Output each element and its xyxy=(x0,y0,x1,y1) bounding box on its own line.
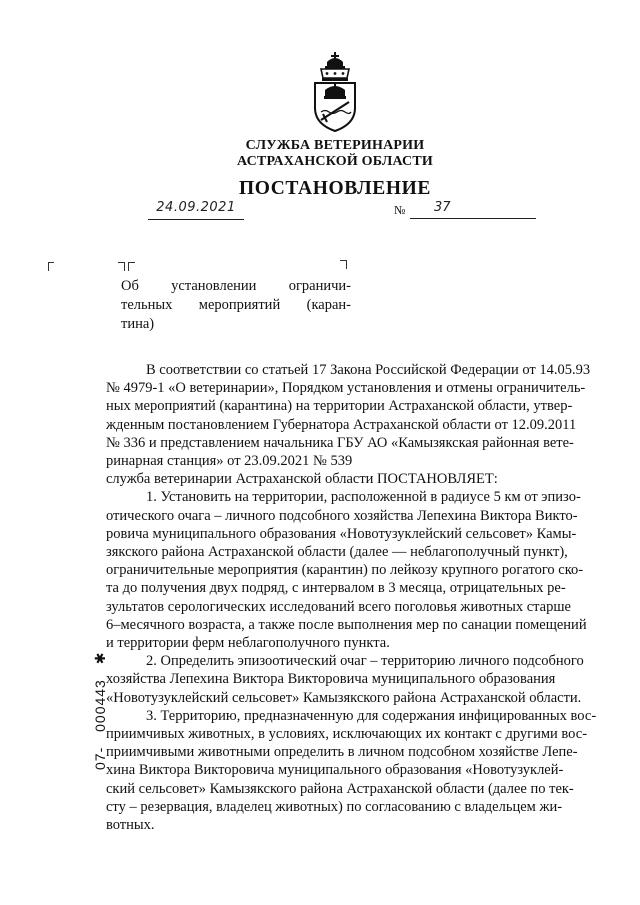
margin-corner-mark xyxy=(48,262,54,271)
body-line: вотных. xyxy=(106,817,155,834)
body-line: «Новотузуклейский сельсовет» Камызякского района Астраханской области. xyxy=(106,689,582,706)
body-line: № 336 и представлением начальника ГБУ АО «Камызякская районная вете- xyxy=(106,434,574,451)
body-line: и территории ферм неблагополучного пункта. xyxy=(106,635,390,652)
margin-serial-stamp xyxy=(92,642,109,770)
body-line: ограничительные мероприятия (карантин) по лейкозу крупного рогатого ско- xyxy=(106,562,584,579)
body-line: жденным постановлением Губернатора Астраханской области от 12.09.2011 xyxy=(106,416,577,433)
stamp-prefix: 07- xyxy=(92,746,108,770)
body-line: хина Виктора Викторовича муниципального образования «Новотузуклей- xyxy=(106,762,564,779)
body-line: зультатов серологических исследований всего поголовья животных старше xyxy=(106,598,571,615)
number-label: № xyxy=(394,203,406,217)
document-body xyxy=(106,361,597,834)
body-line: ринарная станция» от 23.09.2021 № 539 xyxy=(106,453,353,470)
stamp-serial: 000443 xyxy=(92,679,108,732)
body-line: зякского района Астраханской области (далее — неблагополучный пункт), xyxy=(106,544,568,561)
body-line: ровича муниципального образования «Новотузуклейский сельсовет» Камы- xyxy=(106,525,577,542)
body-line: служба ветеринарии Астраханской области ПОСТАНОВЛЯЕТ: xyxy=(106,471,498,488)
body-line: отического очага – личного подсобного хозяйства Лепехина Виктора Викто- xyxy=(106,507,578,524)
body-line: ский сельсовет» Камызякского района Астраханской области (далее по тек- xyxy=(106,780,574,797)
body-line: приимчивыми животными определить в личном подсобном хозяйстве Лепе- xyxy=(106,744,578,761)
body-line: сту – резервация, владелец животных) по согласованию с владельцем жи- xyxy=(106,798,563,815)
agency-name-line-2: АСТРАХАНСКОЙ ОБЛАСТИ xyxy=(236,154,433,169)
body-line: хозяйства Лепехина Виктора Викторовича муниципального образования xyxy=(106,671,556,688)
body-line: приимчивых животных, в условиях, исключающих их контакт с другими вос- xyxy=(106,726,588,743)
body-line: ных мероприятий (карантина) на территории Астраханской области, утвер- xyxy=(106,398,573,415)
subject-bracket-left-inner xyxy=(128,262,135,271)
subject-bracket-right xyxy=(340,260,347,269)
document-date: 24.09.2021 xyxy=(148,199,244,220)
subject-bracket-left xyxy=(118,262,125,271)
document-title: ПОСТАНОВЛЕНИЕ xyxy=(238,178,432,199)
body-line: 1. Установить на территории, расположенной в радиусе 5 км от эпизо- xyxy=(146,489,581,506)
subject-line: тина) xyxy=(121,316,155,332)
body-line: 3. Территорию, предназначенную для содержания инфицированных вос- xyxy=(146,707,597,724)
document-subject xyxy=(121,277,351,334)
document-number: 37 xyxy=(410,199,536,219)
body-line: 6–месячного возраста, а также после выполнения мер по санации помещений xyxy=(106,616,587,633)
coat-of-arms-emblem xyxy=(309,50,361,134)
subject-line: Об установлении ограничи- xyxy=(121,278,351,294)
agency-name xyxy=(200,138,470,170)
asterisk-icon: ✱ xyxy=(92,651,108,665)
body-line: та до получения двух подряд, с интервалом в 3 месяца, отрицательных ре- xyxy=(106,580,566,597)
subject-line: тельных мероприятий (каран- xyxy=(121,297,351,313)
body-line: В соответствии со статьей 17 Закона Российской Федерации от 14.05.93 xyxy=(146,362,591,378)
agency-name-line-1: СЛУЖБА ВЕТЕРИНАРИИ xyxy=(245,138,425,153)
body-line: № 4979-1 «О ветеринарии», Порядком установления и отмены ограничитель- xyxy=(106,380,586,397)
body-line: 2. Определить эпизоотический очаг – территорию личного подсобного xyxy=(146,653,584,670)
